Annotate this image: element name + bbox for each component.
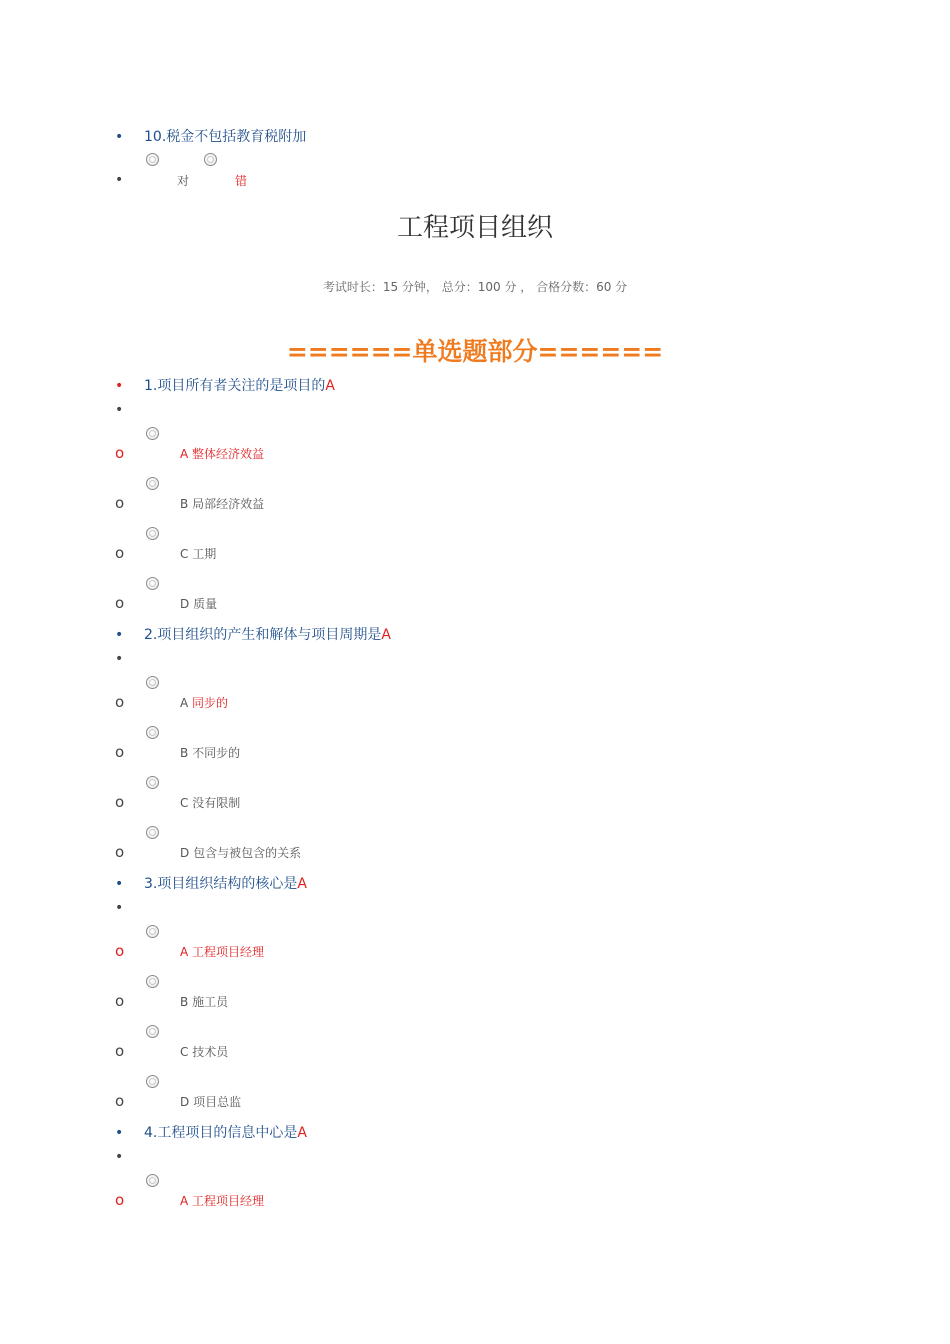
exam-title: 工程项目组织: [396, 213, 553, 243]
option-label: [180, 496, 264, 512]
question-4-title: [144, 1124, 307, 1142]
option-text: 局部经济效益: [192, 497, 265, 511]
option-radio[interactable]: [146, 676, 159, 689]
list-bullet: •: [115, 172, 124, 188]
sub-bullet: o: [115, 594, 125, 612]
sub-bullet: o: [115, 942, 125, 960]
list-bullet: •: [115, 651, 124, 667]
option-label: [180, 596, 217, 612]
option-radio[interactable]: [146, 427, 159, 440]
sub-bullet: o: [115, 793, 125, 811]
option-radio[interactable]: [146, 925, 159, 938]
option-text: 工期: [192, 547, 217, 561]
option-letter: B: [180, 995, 189, 1009]
option-text: 质量: [193, 597, 218, 611]
question-text: 项目组织的产生和解体与项目周期是: [157, 627, 382, 643]
question-2-title: [144, 626, 391, 644]
sub-bullet: o: [115, 494, 125, 512]
question-text: 项目所有者关注的是项目的: [157, 378, 326, 394]
section-heading: ======单选题部分======: [286, 337, 664, 366]
sub-bullet: o: [115, 544, 125, 562]
option-label: [180, 546, 216, 562]
list-bullet: •: [115, 402, 124, 418]
option-radio[interactable]: [146, 776, 159, 789]
option-radio[interactable]: [146, 1174, 159, 1187]
option-label: [180, 1193, 264, 1209]
option-letter: D: [180, 597, 190, 611]
option-letter: C: [180, 796, 189, 810]
question-answer: A: [325, 378, 335, 394]
option-radio[interactable]: [146, 975, 159, 988]
list-bullet: •: [115, 1125, 124, 1141]
option-label: [180, 944, 264, 960]
sub-bullet: o: [115, 743, 125, 761]
sub-bullet: o: [115, 843, 125, 861]
question-number: 1.: [144, 378, 158, 394]
question-10-title: [144, 128, 306, 146]
option-letter: A: [180, 447, 189, 461]
option-letter: A: [180, 696, 189, 710]
question-answer: A: [381, 627, 391, 643]
option-text: 施工员: [192, 995, 229, 1009]
option-label: [180, 695, 228, 711]
radio-true[interactable]: [146, 153, 159, 166]
option-text: 不同步的: [192, 746, 241, 760]
option-text: 同步的: [192, 696, 229, 710]
question-text: 项目组织结构的核心是: [157, 876, 298, 892]
option-text: 包含与被包含的关系: [193, 846, 302, 860]
list-bullet: •: [115, 900, 124, 916]
option-label: [180, 745, 240, 761]
option-text: 项目总监: [193, 1095, 242, 1109]
option-radio[interactable]: [146, 477, 159, 490]
list-bullet: •: [115, 876, 124, 892]
question-3-title: [144, 875, 307, 893]
option-radio[interactable]: [146, 726, 159, 739]
option-letter: D: [180, 1095, 190, 1109]
option-label: [180, 994, 228, 1010]
option-radio[interactable]: [146, 577, 159, 590]
sub-bullet: o: [115, 693, 125, 711]
sub-bullet: o: [115, 992, 125, 1010]
question-number: 10.: [144, 129, 167, 145]
option-radio[interactable]: [146, 1025, 159, 1038]
sub-bullet: o: [115, 1092, 125, 1110]
option-letter: C: [180, 1045, 189, 1059]
question-answer: A: [297, 876, 307, 892]
radio-false[interactable]: [204, 153, 217, 166]
question-text: 工程项目的信息中心是: [157, 1125, 298, 1141]
option-label: [180, 795, 240, 811]
question-1-title: [144, 377, 335, 395]
sub-bullet: o: [115, 444, 125, 462]
option-radio[interactable]: [146, 826, 159, 839]
option-letter: C: [180, 547, 189, 561]
option-text: 没有限制: [192, 796, 241, 810]
list-bullet: •: [115, 1149, 124, 1165]
question-number: 2.: [144, 627, 158, 643]
sub-bullet: o: [115, 1191, 125, 1209]
option-text: 整体经济效益: [192, 447, 265, 461]
option-false-label: 错: [235, 174, 248, 188]
option-letter: B: [180, 497, 189, 511]
option-letter: A: [180, 945, 189, 959]
option-letter: B: [180, 746, 189, 760]
list-bullet: •: [115, 378, 124, 394]
option-text: 工程项目经理: [192, 1194, 265, 1208]
question-text: 税金不包括教育税附加: [166, 129, 307, 145]
list-bullet: •: [115, 627, 124, 643]
question-answer: A: [297, 1125, 307, 1141]
sub-bullet: o: [115, 1042, 125, 1060]
option-radio[interactable]: [146, 527, 159, 540]
exam-meta: 考试时长：15 分钟， 总分：100 分 ， 合格分数：60 分: [322, 280, 628, 294]
option-text: 技术员: [192, 1045, 229, 1059]
option-letter: D: [180, 846, 190, 860]
option-radio[interactable]: [146, 1075, 159, 1088]
option-label: [180, 1094, 241, 1110]
option-text: 工程项目经理: [192, 945, 265, 959]
list-bullet: •: [115, 129, 124, 145]
option-label: [180, 446, 264, 462]
option-true-label: 对: [177, 174, 190, 188]
question-number: 4.: [144, 1125, 158, 1141]
question-number: 3.: [144, 876, 158, 892]
option-label: [180, 1044, 228, 1060]
option-letter: A: [180, 1194, 189, 1208]
option-label: [180, 845, 301, 861]
